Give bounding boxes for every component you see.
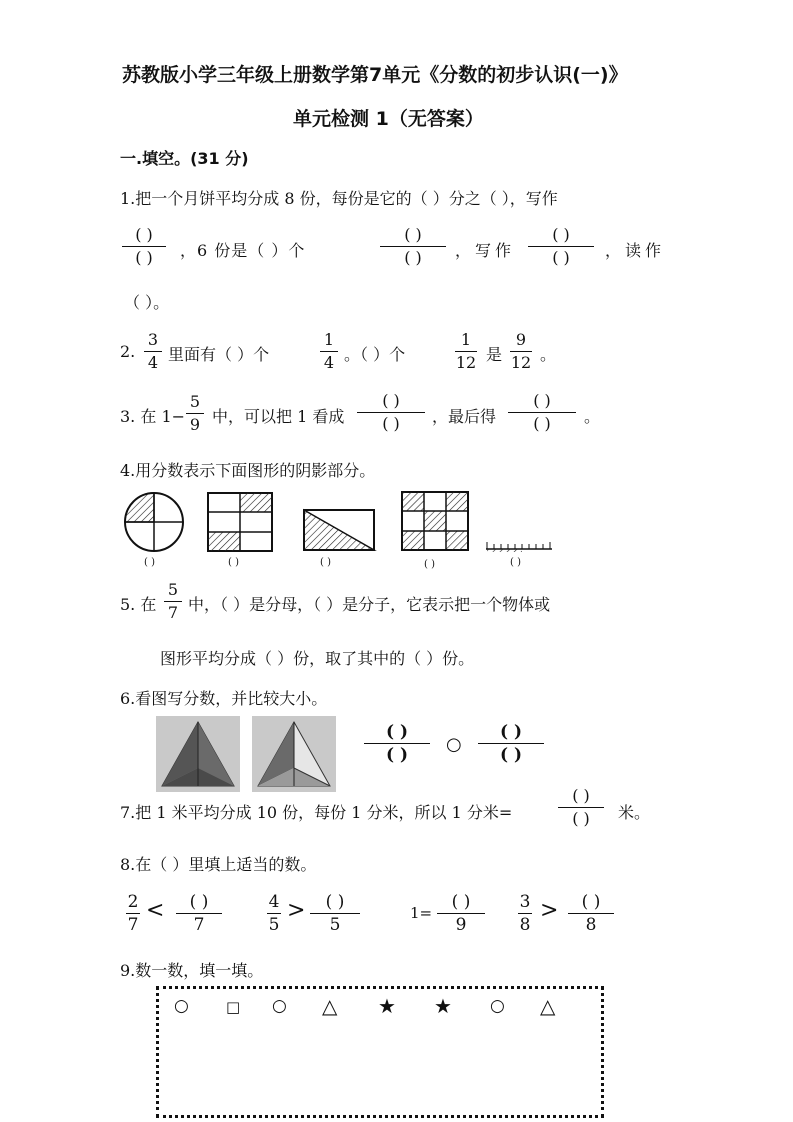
q6-triangle-figure-2 <box>252 716 336 792</box>
q8-item-1-op: < <box>146 898 165 923</box>
q8-item-3-left: 1= <box>410 904 433 922</box>
q3-text-2: ，最后得 <box>432 407 497 426</box>
q4-figures <box>118 488 558 568</box>
triangle-icon: △ <box>322 994 338 1018</box>
q2-text-2: 。（ ）个 <box>344 345 406 364</box>
q3-frac: 5 9 <box>186 392 204 435</box>
star-icon: ★ <box>434 994 452 1018</box>
q4-text: 4.用分数表示下面图形的阴影部分。 <box>120 461 376 480</box>
q8-item-1-right: ( ) 7 <box>176 892 222 935</box>
q3-text-3: 。 <box>584 407 601 426</box>
doc-title-line2: 单元检测 1（无答案） <box>293 108 484 130</box>
q4-blank-3[interactable]: ( ) <box>320 557 331 568</box>
doc-title-line1: 苏教版小学三年级上册数学第7单元《分数的初步认识(一)》 <box>122 64 628 86</box>
q1-mid2: ，写作 <box>455 241 516 260</box>
q7-text: 7.把 1 米平均分成 10 份，每份 1 分米，所以 1 分米= <box>120 803 513 822</box>
q1-line3: （ ）。 <box>124 293 170 312</box>
q5-line1: 中，（ ）是分母，（ ）是分子，它表示把一个物体或 <box>188 595 551 614</box>
square-icon: □ <box>226 998 241 1016</box>
figure-grid-3x3 <box>402 492 468 550</box>
q2-text-1: 里面有（ ）个 <box>168 345 270 364</box>
q8-item-2-op: > <box>287 898 306 923</box>
circle-icon: ○ <box>174 996 189 1016</box>
q2-text-4: 。 <box>540 345 557 364</box>
q8-text: 8.在（ ）里填上适当的数。 <box>120 855 317 874</box>
q2-frac-4: 9 12 <box>510 330 532 372</box>
q5-line2: 图形平均分成（ ）份，取了其中的（ ）份。 <box>160 649 475 668</box>
q6-compare-circle[interactable]: ○ <box>446 734 462 755</box>
q1-mid3: ，读作 <box>605 241 666 260</box>
q3-frac-blank-2: ( ) ( ) <box>508 391 576 434</box>
q5-prefix: 5. 在 <box>120 595 157 614</box>
q4-blank-1[interactable]: ( ) <box>144 557 155 568</box>
circle-icon: ○ <box>490 996 505 1016</box>
q6-frac-blank-2: ( ) ( ) <box>478 722 544 765</box>
figure-ruler-segment <box>486 542 552 552</box>
q8-item-1-left: 2 7 <box>127 892 139 935</box>
q4-blank-5[interactable]: ( ) <box>510 557 521 568</box>
q8-item-4-left: 3 8 <box>519 892 531 935</box>
q2-frac-2: 1 4 <box>320 330 338 373</box>
star-icon: ★ <box>378 994 396 1018</box>
q8-item-2-right: ( ) 5 <box>310 892 360 935</box>
q1-frac-blank-1: ( ) ( ) <box>122 225 166 268</box>
circle-icon: ○ <box>272 996 287 1016</box>
figure-circle-quarters <box>125 493 183 551</box>
q8-item-2-left: 4 5 <box>268 892 280 935</box>
q3-text-1: 中，可以把 1 看成 <box>212 407 345 426</box>
q1-mid1: ，6 份是（ ）个 <box>180 241 306 260</box>
q1-line1: 1.把一个月饼平均分成 8 份，每份是它的（ ）分之（ ），写作 <box>120 189 558 208</box>
q2-frac-1: 3 4 <box>144 330 162 373</box>
q9-text: 9.数一数，填一填。 <box>120 961 264 980</box>
q4-blank-4[interactable]: ( ) <box>424 559 435 570</box>
figure-grid-2x3 <box>208 493 272 551</box>
q6-text: 6.看图写分数，并比较大小。 <box>120 689 328 708</box>
triangle-icon: △ <box>540 994 556 1018</box>
q1-frac-blank-3: ( ) ( ) <box>528 225 594 268</box>
q8-item-4-right: ( ) 8 <box>568 892 614 935</box>
q2-num: 2. <box>120 342 136 361</box>
q8-item-3-right: ( ) 9 <box>437 892 485 935</box>
q7-frac-blank: ( ) ( ) <box>558 786 604 829</box>
q3-prefix: 3. 在 1− <box>120 407 186 426</box>
q5-frac: 5 7 <box>164 580 182 623</box>
section-fill-blank: 一.填空。(31 分) <box>120 149 249 168</box>
q6-triangle-figure-1 <box>156 716 240 792</box>
q2-text-3: 是 <box>486 345 503 364</box>
q7-unit: 米。 <box>618 803 651 822</box>
q3-frac-blank-1: ( ) ( ) <box>357 391 425 434</box>
q6-frac-blank-1: ( ) ( ) <box>364 722 430 765</box>
figure-rect-triangle <box>304 510 374 550</box>
q4-blank-2[interactable]: ( ) <box>228 557 239 568</box>
q1-frac-blank-2: ( ) ( ) <box>380 225 446 268</box>
q2-frac-3: 1 12 <box>455 330 477 372</box>
q8-item-4-op: > <box>540 898 559 923</box>
